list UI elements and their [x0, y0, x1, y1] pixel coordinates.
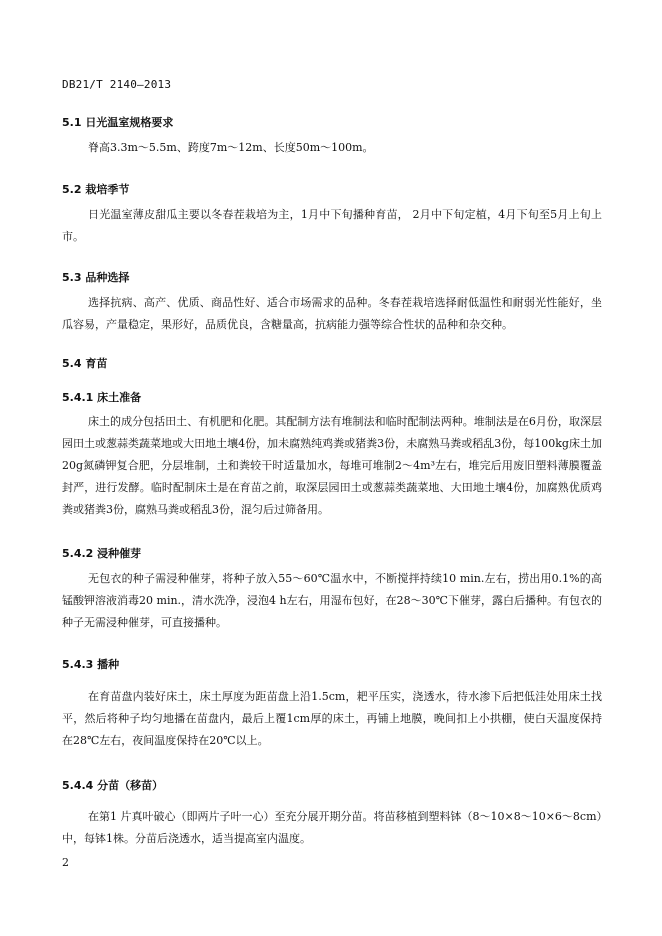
- section-heading-5-4: 5.4 育苗: [62, 357, 108, 370]
- section-text-5-1: 脊高3.3m～5.5m、跨度7m～12m、长度50m～100m。: [88, 141, 374, 154]
- section-text-5-2: 日光温室薄皮甜瓜主要以冬春茬栽培为主，1月中下旬播种育苗， 2月中下旬定植，4月下旬至5月上旬上市。: [62, 208, 602, 243]
- section-heading-5-2: 5.2 栽培季节: [62, 183, 130, 196]
- section-text-5-4-1: 床土的成分包括田土、有机肥和化肥。其配制方法有堆制法和临时配制法两种。堆制法是在6月份，取深层园田土或葱蒜类蔬菜地或大田地土壤4份，加未腐熟纯鸡粪或猪粪3份，未腐熟马粪或稻乱3份，每100kg床土加20g氮磷钾复合肥，分层堆制，土和粪较干时适量加水，每堆可堆制2～4m³左右，堆完后用废旧塑料薄膜覆盖封严，进行发酵。临时配制床土是在育苗之前，取深层园田土或葱蒜类蔬菜地、大田地土壤4份，加腐熟优质鸡粪或猪粪3份，腐熟马粪或稻乱3份，混匀后过筛备用。: [62, 415, 602, 516]
- section-heading-5-1: 5.1 日光温室规格要求: [62, 116, 174, 129]
- section-heading-5-4-3: 5.4.3 播种: [62, 658, 120, 671]
- section-text-5-4-3: 在育苗盘内装好床土，床土厚度为距苗盘上沿1.5cm，耙平压实，浇透水，待水渗下后把低洼处用床土找平，然后将种子均匀地播在苗盘内，最后上覆1cm厚的床土，再铺上地膜，晚间扣上小拱棚，使白天温度保持在28℃左右，夜间温度保持在20℃以上。: [62, 690, 602, 747]
- section-text-5-3: 选择抗病、高产、优质、商品性好、适合市场需求的品种。冬春茬栽培选择耐低温性和耐弱光性能好，坐瓜容易，产量稳定，果形好，品质优良，含糖量高，抗病能力强等综合性状的品种和杂交种。: [62, 296, 602, 331]
- section-text-5-4-2: 无包衣的种子需浸种催芽，将种子放入55～60℃温水中，不断搅拌持续10 min.左右，捞出用0.1%的高锰酸钾溶液消毒20 min.，清水洗净，浸泡4 h左右，用湿布包好，在28～30℃下催芽，露白后播种。有包衣的种子无需浸种催芽，可直接播种。: [62, 572, 602, 629]
- section-heading-5-3: 5.3 品种选择: [62, 271, 130, 284]
- document-code: DB21/T 2140—2013: [62, 78, 172, 91]
- section-heading-5-4-1: 5.4.1 床土准备: [62, 391, 142, 404]
- page-number: 2: [62, 856, 69, 869]
- section-heading-5-4-4: 5.4.4 分苗（移苗）: [62, 779, 164, 792]
- section-text-5-4-4: 在第1 片真叶破心（即两片子叶一心）至充分展开期分苗。将苗移植到塑料钵（8～10×8～10×6～8cm）中，每钵1株。分苗后浇透水，适当提高室内温度。: [62, 810, 603, 845]
- section-heading-5-4-2: 5.4.2 浸种催芽: [62, 547, 142, 560]
